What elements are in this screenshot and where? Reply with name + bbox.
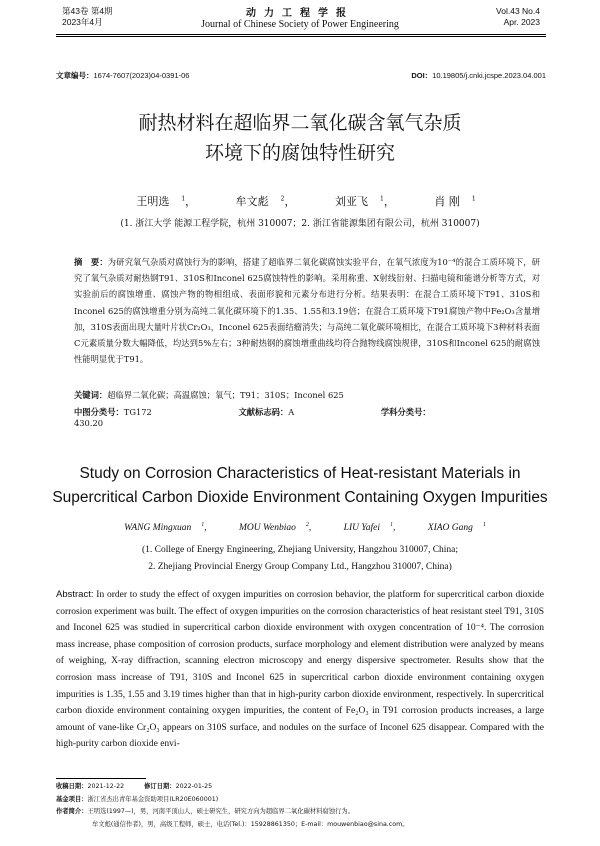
author-name: 肖 刚 xyxy=(434,195,460,208)
author-name: LIU Yafei xyxy=(343,523,381,534)
author-affil-mark: 2 xyxy=(305,522,309,528)
author-affil-mark: 2 xyxy=(280,195,285,203)
abstract-en xyxy=(56,587,544,753)
author-en: WANG Mingxuan $^1$, xyxy=(124,522,207,534)
corresponding-label: 牟文彪(通信作者)， xyxy=(92,820,148,828)
author-en: MOU Wenbiao $^2$, xyxy=(239,522,312,534)
affiliation-en-line1: (1. College of Energy Engineering, Zhejiang University, Hangzhou 310007, China; xyxy=(141,545,459,555)
affiliation-en-line2: 2. Zhejiang Provincial Energy Group Company Ltd., Hangzhou 310007, China) xyxy=(148,562,452,572)
author-name: WANG Mingxuan xyxy=(124,523,192,534)
received-date: 2021-12-22 xyxy=(87,783,125,790)
author-name: 牟文彪 xyxy=(235,195,269,208)
doi-value: 10.19805/j.cnki.jcspe.2023.04.001 xyxy=(432,71,546,80)
footnote-corresponding xyxy=(56,819,544,832)
author-affil-mark: 1 xyxy=(471,195,476,203)
header-volume-cn xyxy=(62,6,113,28)
title-cn-line1: 耐热材料在超临界二氧化碳含氧气杂质 xyxy=(138,112,462,134)
author-cn: 王明选 $^1$， xyxy=(136,195,197,208)
authors-en xyxy=(0,522,600,533)
authors-cn xyxy=(0,193,600,209)
keywords-cn-label: 关键词： xyxy=(74,390,108,400)
title-cn-line2: 环境下的腐蚀特性研究 xyxy=(204,142,395,164)
header-journal xyxy=(150,4,450,30)
keywords-cn xyxy=(74,389,540,401)
affiliation-cn: (1. 浙江大学 能源工程学院，杭州 310007；2. 浙江省能源集团有限公司，杭州 310007) xyxy=(120,219,480,229)
doc-code-label: 文献标志码： xyxy=(238,407,289,417)
footnote-rule xyxy=(56,778,146,779)
journal-name-en: Journal of Chinese Society of Power Engineering xyxy=(201,19,399,30)
footnote-author xyxy=(56,806,544,819)
author-en xyxy=(418,523,486,533)
clc-number xyxy=(74,407,194,417)
author-cn: 刘亚飞 $^1$， xyxy=(335,195,395,208)
classification-cn xyxy=(74,406,540,428)
footnote-fund xyxy=(56,794,544,807)
header-rule-bottom xyxy=(56,36,546,37)
author-bio-label: 作者简介： xyxy=(56,808,88,816)
abstract-en-label: Abstract: xyxy=(56,589,94,600)
title-en xyxy=(0,462,600,510)
author-affil-mark: 1 xyxy=(482,522,486,528)
document-code xyxy=(238,407,336,417)
date-cn: 2023年4月 xyxy=(62,17,103,27)
author-affil-mark: 1 xyxy=(181,195,186,203)
date-en: Apr. 2023 xyxy=(503,17,540,27)
abstract-cn-text: 为研究氧气杂质对腐蚀行为的影响，搭建了超临界二氧化碳腐蚀实验平台，在氧气浓度为10⁻⁴的混合工质环境下，研究了氧气杂质对耐热钢T91、310S和Inconel 625腐蚀特性的影响。采用称重、X射线衍射、扫描电镜和能谱分析等方式，对实验前后的腐蚀增重、腐蚀产物的物相组成、表面形貌和元素分布进行分析。结果表明：在混合工质环境下T91、310S和Inconel 625的腐蚀增重分别为高纯二氧化碳环境下的1.35、1.55和3.19倍；在混合工质环境下T91腐蚀产物中Fe₂O₃含量增加，310S表面出现大量叶片状Cr₂O₃，Inconel 625表面结瘤消失；与高纯二氧化碳环境相比，在混合工质环境下3种材料表面C元素质量分数大幅降低，均达到5%左右；3种耐热钢的腐蚀增重曲线均符合抛物线腐蚀规律，310S和Inconel 625的耐腐蚀性能明显优于T91。 xyxy=(74,257,540,365)
subject-code-value: 430.20 xyxy=(74,418,104,428)
title-en-line1: Study on Corrosion Characteristics of Heat-resistant Materials in xyxy=(79,465,521,482)
abstract-cn-label: 摘 要： xyxy=(74,257,108,267)
author-bio-text: 王明选(1997—)，男，河南平顶山人，硕士研究生，研究方向为超临界二氧化碳材料腐蚀行为。 xyxy=(87,808,355,816)
author-affil-mark: 1 xyxy=(390,522,394,528)
footnotes xyxy=(56,781,544,831)
title-cn xyxy=(0,108,600,168)
footnote-dates xyxy=(56,781,544,794)
header-rule-top xyxy=(56,34,546,35)
received-label: 收稿日期： xyxy=(56,783,88,790)
author-en: LIU Yafei $^1$, xyxy=(343,522,396,534)
author-name: MOU Wenbiao xyxy=(239,523,296,534)
keywords-cn-text: 超临界二氧化碳；高温腐蚀；氧气；T91；310S；Inconel 625 xyxy=(107,390,344,400)
author-name: 王明选 xyxy=(136,195,170,208)
clc-value: TG172 xyxy=(123,407,152,417)
abstract-en-text: In order to study the effect of oxygen impurities on corrosion behavior, the platform for supercritical carbon dioxide corrosion experiment was built. The effect of oxygen impurities on the corrosion characteristics of heat resistant steel T91, 310S and Inconel 625 was studied in supercritical carbon dioxide environment with oxygen concentration of 10⁻⁴. The corrosion mass increase, phase composition of corrosion products, surface morphology and element distribution were analyzed by means of weighing, X-ray diffraction, scanning electron microscopy and energy dispersive spectrometer. Results show that the corrosion mass increase of T91, 310S and Inconel 625 in supercritical carbon dioxide environment containing oxygen impurities is 1.35, 1.55 and 3.19 times higher than that in high-purity carbon dioxide environment, respectively. In supercritical carbon dioxide environment containing oxygen impurities, the content of Fe₂O₃ in T91 corrosion products increases, a large amount of vane-like Cr₂O₃ appears on 310S surface, and nodules on the surface of Inconel 625 disappear. Compared with the high-purity carbon dioxide envi- xyxy=(56,590,545,750)
author-name: 刘亚飞 xyxy=(335,195,368,208)
fund-text: 浙江省杰出青年基金资助项目(LR20E060001) xyxy=(87,795,219,803)
author-affil-mark: 1 xyxy=(201,522,205,528)
clc-label: 中图分类号： xyxy=(74,407,124,417)
doi xyxy=(411,70,546,81)
article-number-label: 文章编号： xyxy=(56,71,94,80)
journal-name-cn: 动力工程学报 xyxy=(246,8,354,19)
author-cn: 牟文彪 $^2$， xyxy=(235,195,296,208)
volume-issue-en: Vol.43 No.4 xyxy=(496,6,540,16)
author-affil-mark: 1 xyxy=(380,195,384,203)
corresponding-text: 男，高级工程师，硕士，电话(Tel.)：15928861350；E-mail：mouwenbiao@sina.com。 xyxy=(147,820,409,828)
article-number xyxy=(56,70,189,81)
doi-label: DOI： xyxy=(411,71,433,80)
subject-code-label: 学科分类号： xyxy=(380,407,431,417)
author-cn xyxy=(422,195,475,208)
article-number-value: 1674-7607(2023)04-0391-06 xyxy=(93,71,190,80)
title-en-line2: Supercritical Carbon Dioxide Environment Containing Oxygen Impurities xyxy=(52,489,548,506)
fund-label: 基金项目： xyxy=(56,795,88,803)
header-volume-en xyxy=(496,6,540,28)
author-name: XIAO Gang xyxy=(427,523,473,534)
revised-label: 修订日期： xyxy=(144,783,176,790)
abstract-cn xyxy=(74,254,540,367)
revised-date: 2022-01-25 xyxy=(175,783,213,790)
volume-issue-cn: 第43卷 第4期 xyxy=(62,6,113,16)
affiliation-en xyxy=(0,542,600,576)
doc-code-value: A xyxy=(288,407,295,417)
